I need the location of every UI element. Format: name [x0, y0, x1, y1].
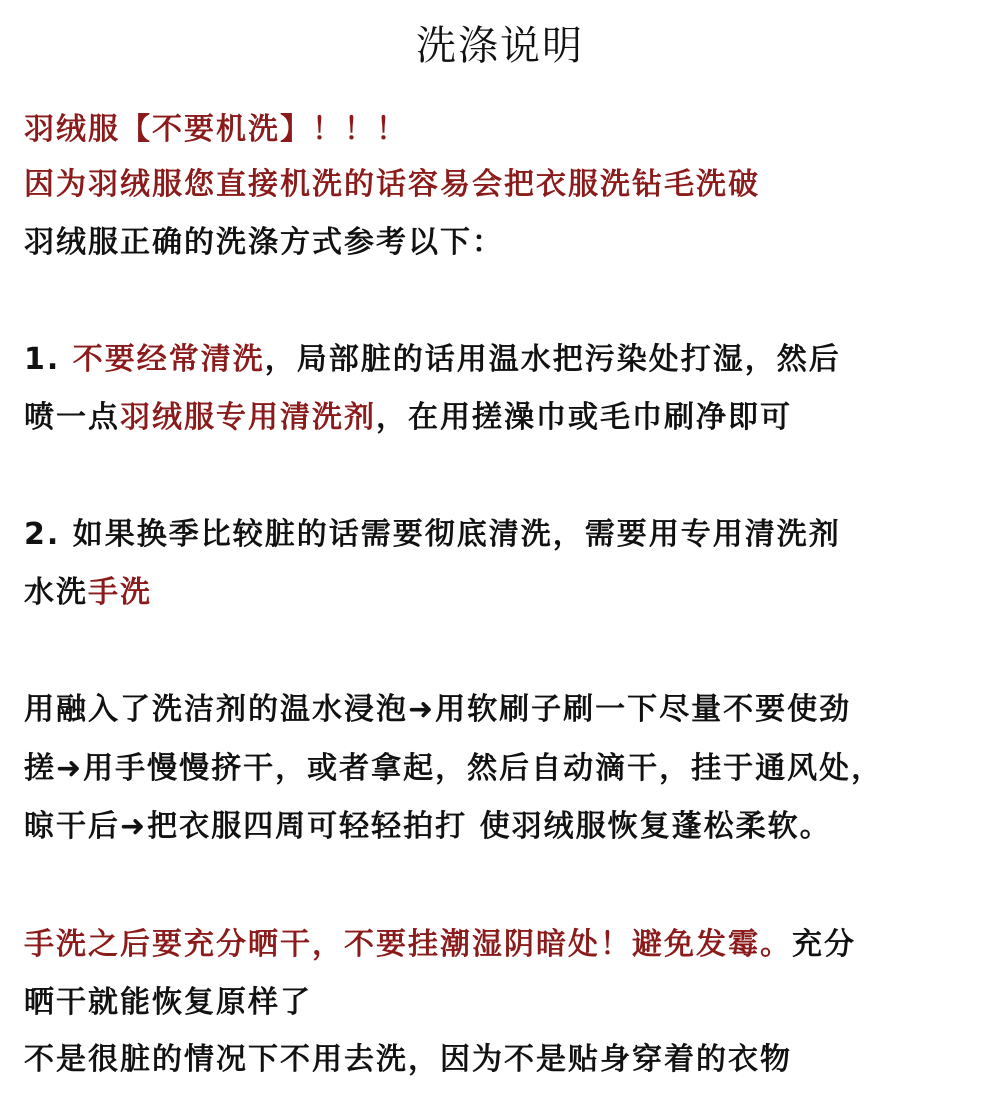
drying-warning-highlight: 手洗之后要充分晒干，不要挂潮湿阴暗处！避免发霉。: [24, 927, 792, 962]
drying-note-line-1: [24, 925, 856, 965]
step-1-line-2: [24, 398, 792, 438]
procedure-line-3: 晾干后➜把衣服四周可轻轻拍打 使羽绒服恢复蓬松柔软。: [24, 809, 832, 844]
step-1-text: ，局部脏的话用温水把污染处打湿，然后: [264, 342, 841, 377]
procedure-line-1: 用融入了洗洁剂的温水浸泡➜用软刷子刷一下尽量不要使劲: [24, 692, 852, 727]
procedure-line-2: 搓➜用手慢慢挤干，或者拿起，然后自动滴干，挂于通风处，: [24, 751, 884, 786]
step-2-line-2: [24, 573, 152, 613]
step-1-text-start: 喷一点: [24, 400, 120, 435]
step-2-hand-wash-highlight: 手洗: [88, 575, 152, 610]
step-1-number: 1.: [24, 342, 73, 377]
step-2-line-1: 2. 如果换季比较脏的话需要彻底清洗，需要用专用清洗剂: [24, 517, 841, 552]
step-1-text-end: ，在用搓澡巾或毛巾刷净即可: [376, 400, 792, 435]
warning-reason: 因为羽绒服您直接机洗的话容易会把衣服洗钻毛洗破: [24, 167, 760, 202]
drying-note-line-2: 晒干就能恢复原样了: [24, 985, 312, 1020]
warning-no-machine-wash: 羽绒服【不要机洗】！！！: [24, 112, 408, 147]
step-1-detergent-highlight: 羽绒服专用清洗剂: [120, 400, 376, 435]
final-note: 不是很脏的情况下不用去洗，因为不是贴身穿着的衣物: [24, 1042, 792, 1077]
drying-note-text: 充分: [792, 927, 856, 962]
page-title: 洗涤说明: [416, 23, 584, 69]
step-1-highlight: 不要经常清洗: [72, 342, 265, 377]
step-1-line-1: [24, 340, 841, 380]
method-intro: 羽绒服正确的洗涤方式参考以下：: [24, 225, 504, 260]
step-2-text: 水洗: [24, 575, 88, 610]
